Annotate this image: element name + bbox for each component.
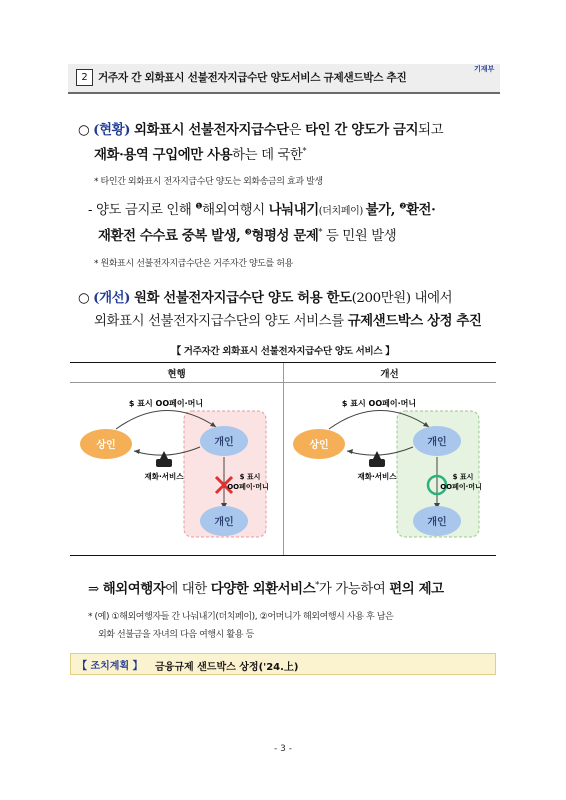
top-label: $ 표시 OO페이·머니 (341, 399, 417, 408)
section-header (68, 64, 500, 94)
current-line-1: ○ (현황) 외화표시 선불전자지급수단은 타인 간 양도가 금지되고 (78, 122, 444, 138)
current-dash-line-2: 재환전 수수료 중복 발생, $^❸$형평성 문제* 등 민원 발생 (98, 227, 397, 244)
goods-label: 재화·서비스 (357, 472, 397, 481)
section-number: 2 (76, 69, 93, 86)
result-line: ⇒ 해외여행자에 대한 다양한 외환서비스*가 가능하여 편의 제고 (88, 580, 444, 597)
column-improved: 개선 (380, 369, 399, 380)
side-label-1: $ 표시 (239, 473, 261, 481)
merchant-label: 상인 (309, 440, 329, 451)
page-number: - 3 - (274, 744, 292, 754)
result-example-1: * (예) ①해외여행자들 간 나눠내기(더치페이), ②어머니가 해외여행시 사용 후 남은 (88, 612, 394, 622)
improve-label: (개선) (93, 290, 131, 306)
person-label-1: 개인 (427, 437, 447, 448)
comparison-table (70, 362, 496, 556)
improved-diagram (289, 389, 489, 541)
person-label-2: 개인 (214, 517, 234, 528)
improve-line-2: 외화표시 선불전자지급수단의 양도 서비스를 규제샌드박스 상정 추진 (94, 313, 482, 329)
figure-title: 【 거주자간 외화표시 선불전자지급수단 양도 서비스 】 (171, 346, 395, 357)
section-title: 거주자 간 외화표시 선불전자지급수단 양도서비스 규제샌드박스 추진 (98, 72, 407, 84)
person-label-1: 개인 (214, 437, 234, 448)
action-plan (70, 653, 496, 675)
goods-label: 재화·서비스 (144, 472, 184, 481)
merchant-label: 상인 (96, 440, 116, 451)
person-label-2: 개인 (427, 517, 447, 528)
result-example-2: 외화 선불금을 자녀의 다음 여행시 활용 등 (98, 630, 254, 640)
improve-line-1: ○ (개선) 원화 선불전자지급수단 양도 허용 한도(200만원) 내에서 (78, 290, 453, 306)
current-note-2: * 원화표시 선불전자지급수단은 거주자간 양도를 허용 (94, 259, 293, 269)
side-label-2: OO페이·머니 (227, 483, 269, 491)
action-tag: 【 조치계획 】 (77, 661, 143, 672)
current-label: (현황) (93, 122, 131, 138)
top-label: $ 표시 OO페이·머니 (128, 399, 204, 408)
ministry-tag: 기재부 (474, 65, 495, 73)
action-text: 금융규제 샌드박스 상정('24.上) (155, 662, 299, 673)
goods-icon (369, 451, 385, 467)
current-dash-line-1: - 양도 금지로 인해 $^❶$해외여행시 나눠내기(더치페이) 불가, $^❷$환전· (88, 201, 436, 218)
column-current: 현행 (167, 369, 186, 380)
current-diagram (76, 389, 276, 541)
goods-icon (156, 451, 172, 467)
side-label-1: $ 표시 (452, 473, 474, 481)
current-note: * 타인간 외화표시 전자지급수단 양도는 외화송금의 효과 발생 (94, 177, 323, 187)
side-label-2: OO페이·머니 (440, 483, 482, 491)
current-line-2: 재화·용역 구입에만 사용하는 데 국한* (94, 146, 307, 163)
